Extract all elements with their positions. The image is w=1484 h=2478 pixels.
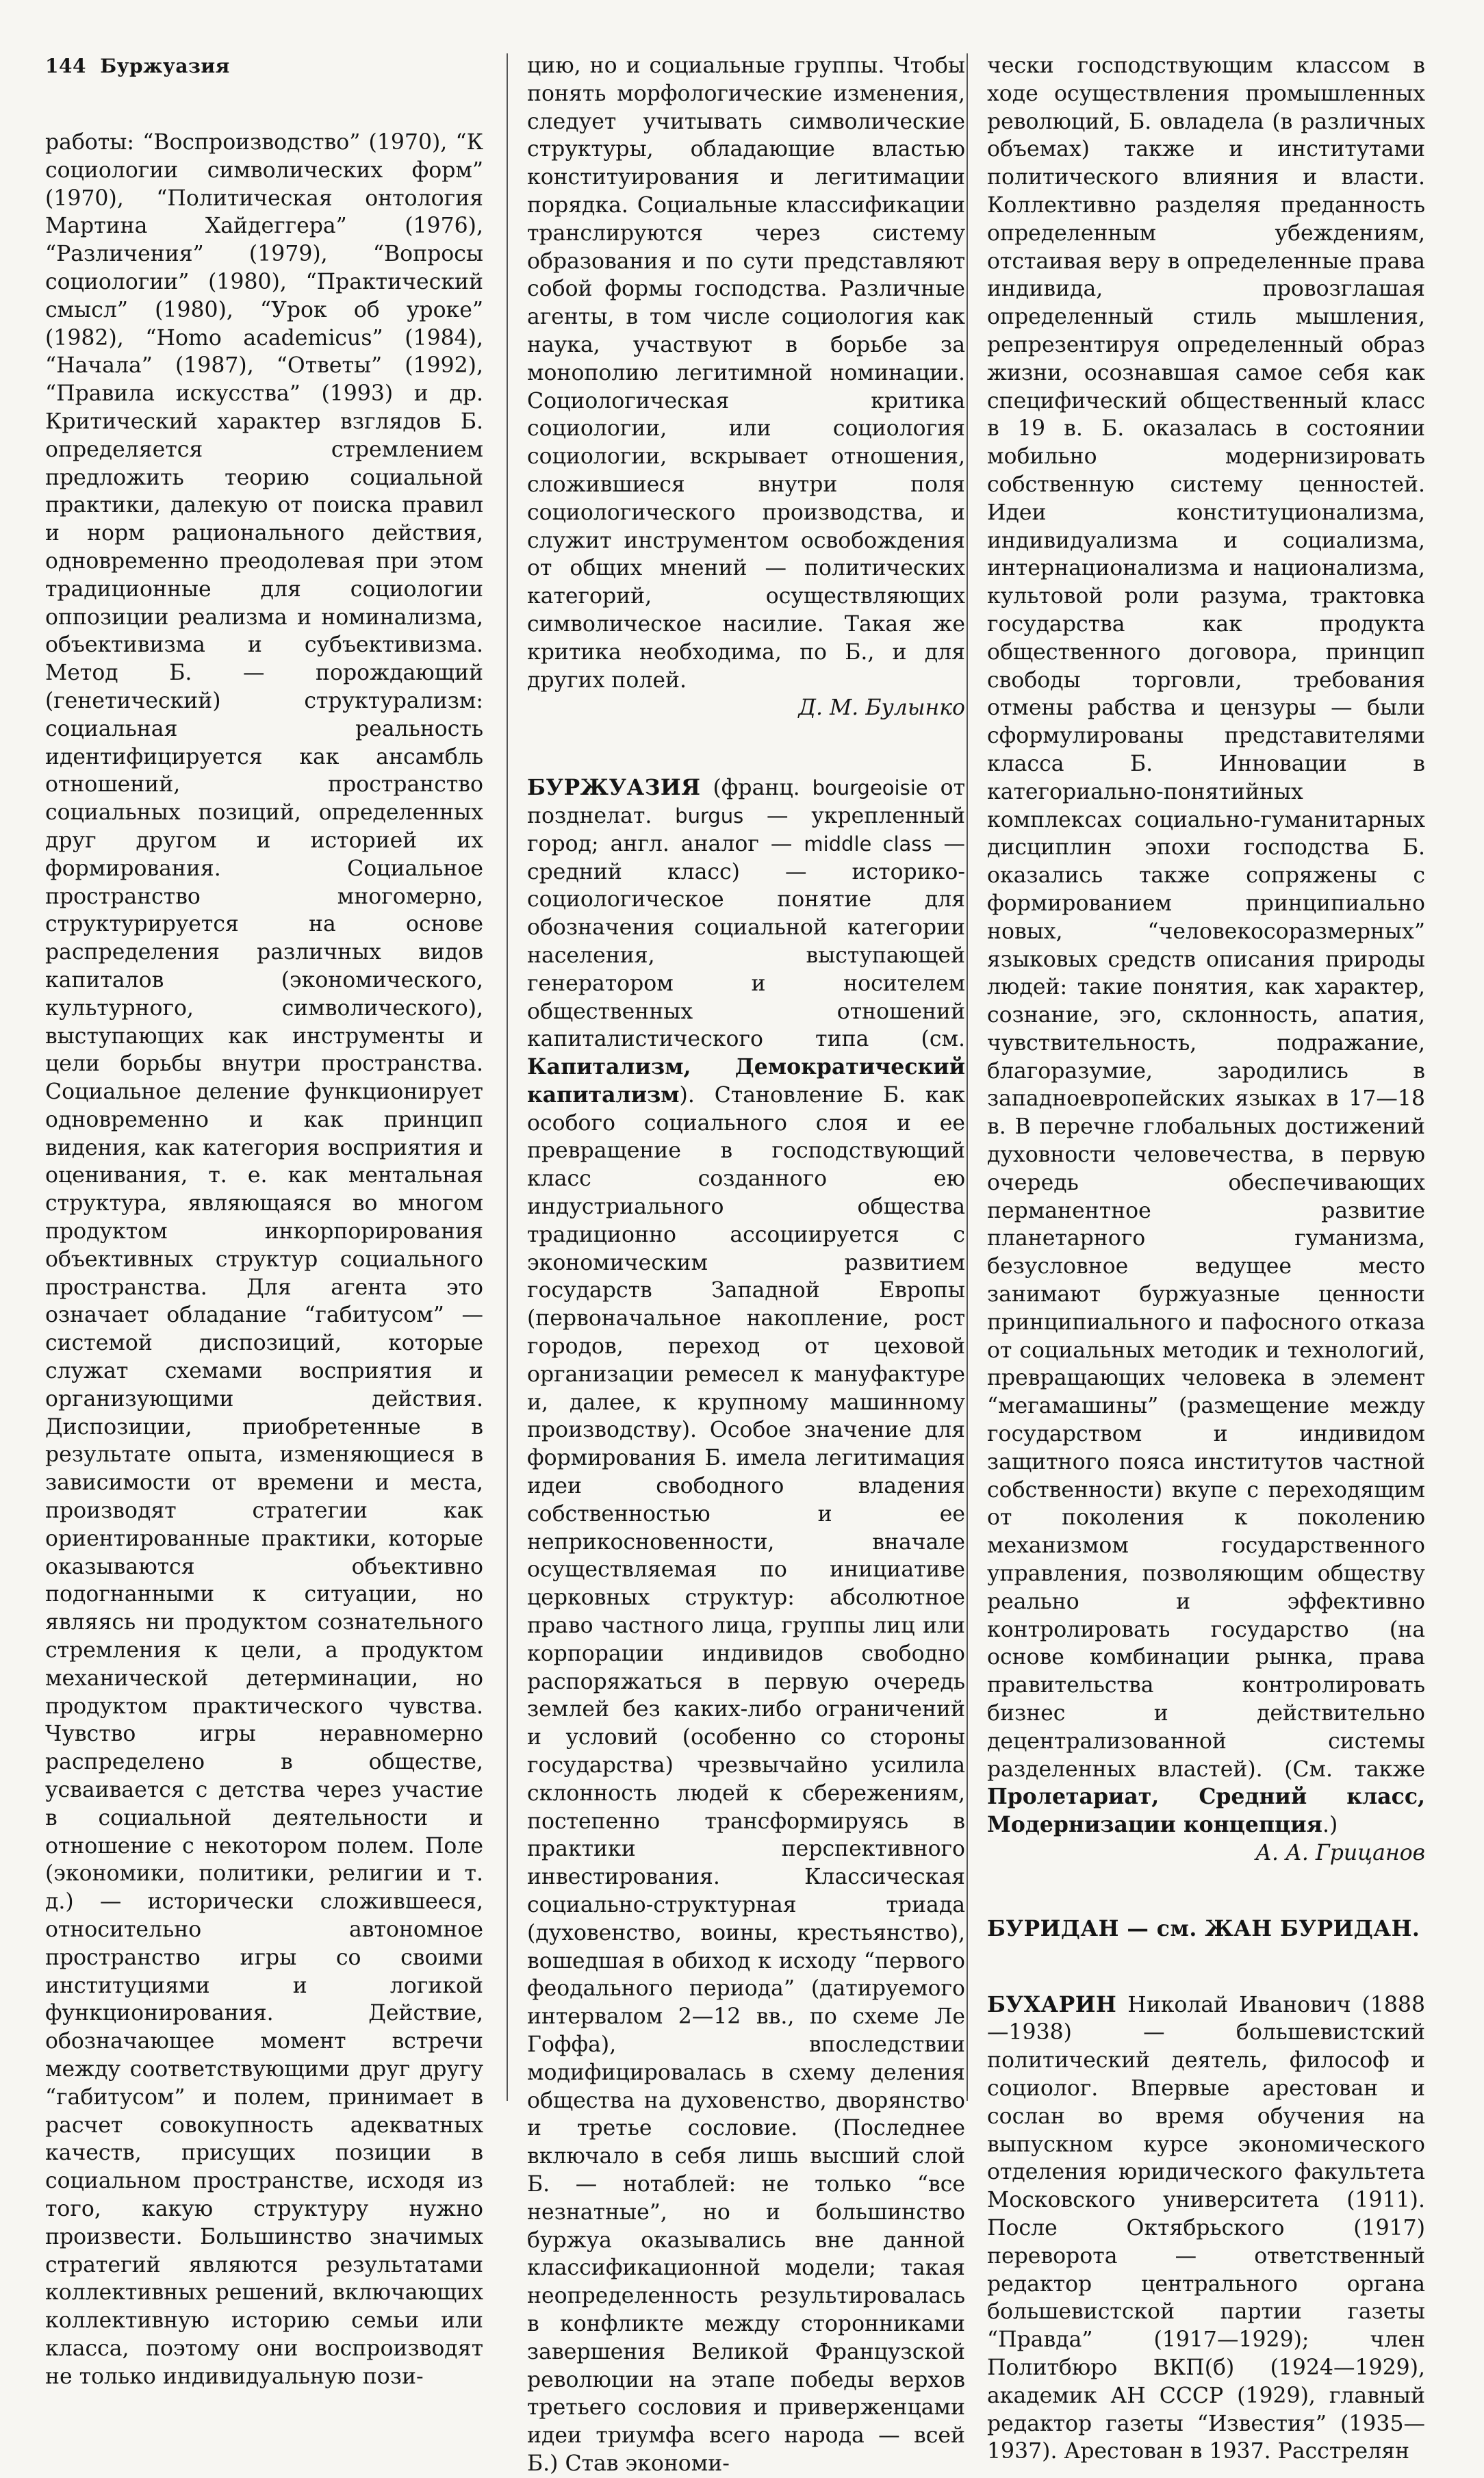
- running-head: [45, 55, 230, 77]
- entry-spacer: [987, 1943, 1425, 1991]
- author-signature: А. А. Грицанов: [1255, 1841, 1425, 1865]
- column-divider-2: [967, 53, 968, 2101]
- author-signature: Д. М. Булынко: [798, 695, 965, 721]
- entry-text: .): [1322, 1813, 1338, 1838]
- entry-spacer: [527, 722, 965, 774]
- entry-spacer: [987, 1867, 1425, 1915]
- latin-term: middle class: [804, 832, 932, 856]
- column-1: [45, 129, 483, 2391]
- entry-text: Николай Иванович (1888—1938) — большевистский политический деятель, философ и социолог. Впервые арестован и сослан во время обучения на выпускном курсе экономического отделения юридического факультета Московского университета (1911). После Октябрьского (1917) переворота — ответственный редактор центрального органа большевистской партии газеты “Правда” (1917—1929); член Политбюро ВКП(б) (1924—1929), академик АН СССР (1929), главный редактор газеты “Известия” (1935—1937). Арестован в 1937. Расстрелян: [987, 1992, 1425, 2464]
- entry-heading: БУРИДАН: [987, 1915, 1119, 1941]
- column-2: [527, 52, 965, 2478]
- entry-text: от позднелат.: [527, 776, 965, 828]
- entry-burzhuaziya: [527, 774, 965, 2478]
- entry-heading: БУРЖУАЗИЯ: [527, 775, 701, 801]
- column-divider-1: [507, 53, 508, 2101]
- entry-text: — см.: [1118, 1915, 1205, 1941]
- entry-text: чески господствующим классом в ходе осуществления промышленных революций, Б. овладела (в различных объемах) также и институтами политического влияния и власти. Коллективно разделяя преданность определенным убеждениям, отстаивая веру в определенные права индивида, провозглашая определенный стиль мышления, репрезентируя определенный образ жизни, осознавшая самое себя как специфический общественный класс в 19 в. Б. оказалась в состоянии мобильно модернизировать собственную систему ценностей. Идеи конституционализма, индивидуализма и социализма, интернационализма и национализма, культовой роли разума, трактовка государства как продукта общественного договора, принцип свободы торговли, требования отмены рабства и цензуры — были сформулированы представителями класса Б. Инновации в категориально-понятийных комплексах социально-гуманитарных дисциплин эпохи господства Б. оказались также сопряжены с формированием принципиально новых, “человекосоразмерных” языковых средств описания природы людей: такие понятия, как характер, сознание, эго, склонность, апатия, чувствительность, подражание, благоразумие, зародились в западноевропейских языках в 17—18 в. В перечне глобальных достижений духовности человечества, в первую очередь обеспечивающих перманентное развитие планетарного гуманизма, безусловное ведущее место занимают буржуазные ценности принципиального и пафосного отказа от социальных методик и технологий, превращающих человека в элемент “мегамашины” (размещение между государством и индивидом защитного пояса институтов частной собственности) вкупе с переходящим от поколения к поколению механизмом государственного управления, позволяющим обществу реально и эффективно контролировать государство (на основе комбинации рынка, права правительства контролировать бизнес и действительно децентрализованной системы разделенных властей). (См. также: [987, 53, 1425, 1782]
- latin-term: bourgeoisie: [812, 776, 928, 800]
- entry-text: (франц.: [700, 776, 813, 801]
- entry-bukharin: [987, 1991, 1425, 2466]
- entry-text: .: [1411, 1915, 1420, 1941]
- body-paragraph: [987, 52, 1425, 1839]
- entry-text: — средний класс) — историко-социологическое понятие для обозначения социальной категории населения, выступающей генератором и носителем общественных отношений капиталистического типа (см.: [527, 831, 966, 1052]
- running-title: Буржуазия: [100, 55, 230, 77]
- column-3: [987, 52, 1425, 2466]
- entry-buridan: [987, 1915, 1425, 1943]
- entry-heading: БУХАРИН: [987, 1991, 1117, 2017]
- cross-reference: Пролетариат, Средний класс, Модернизации концепция: [987, 1784, 1425, 1838]
- body-paragraph: цию, но и социальные группы. Чтобы понять морфологические изменения, следует учитывать символические структуры, обладающие властью конституирования и легитимации порядка. Социальные классификации транслируются через систему образования и по сути представляют собой формы господства. Различные агенты, в том числе социология как наука, участвуют в борьбе за монополию легитимной номинации. Социологическая критика социологии, или социология социологии, вскрывает отношения, сложившиеся внутри поля социологического производства, и служит инструментом освобождения от общих мнений — политических категорий, осуществляющих символическое насилие. Такая же критика необходима, по Б., и для других полей.: [527, 53, 965, 693]
- page-number: 144: [45, 55, 86, 77]
- latin-term: burgus: [675, 804, 744, 828]
- cross-reference: ЖАН БУРИДАН: [1205, 1915, 1412, 1941]
- entry-text: — укрепленный город; англ. аналог —: [527, 803, 965, 856]
- body-paragraph: работы: “Воспроизводство” (1970), “К социологии символических форм” (1970), “Политическая онтология Мартина Хайдеггера” (1976), “Различения” (1979), “Вопросы социологии” (1980), “Практический смысл” (1980), “Урок об уроке” (1982), “Homo academicus” (1984), “Начала” (1987), “Ответы” (1992), “Правила искусства” (1993) и др. Критический характер взглядов Б. определяется стремлением предложить теорию социальной практики, далекую от поиска правил и норм рационального действия, одновременно преодолевая при этом традиционные для социологии оппозиции реализма и номинализма, объективизма и субъективизма. Метод Б. — порождающий (генетический) структурализм: социальная реальность идентифицируется как ансамбль отношений, пространство социальных позиций, определенных друг другом и историей их формирования. Социальное пространство многомерно, структурируется на основе распределения различных видов капиталов (экономического, культурного, символического), выступающих как инструменты и цели борьбы внутри пространства. Социальное деление функционирует одновременно и как принцип видения, как категория восприятия и оценивания, т. е. как ментальная структура, являющаяся во многом продуктом инкорпорирования объективных структур социального пространства. Для агента это означает обладание “габитусом” — системой диспозиций, которые служат схемами восприятия и организующими действия. Диспозиции, приобретенные в результате опыта, изменяющиеся в зависимости от времени и места, производят стратегии как ориентированные практики, которые оказываются объективно подогнанными к ситуации, но являясь ни продуктом сознательного стремления к цели, а продуктом механической детерминации, но продуктом практического чувства. Чувство игры неравномерно распределено в обществе, усваивается с детства через участие в социальной деятельности и отношение с некотором полем. Поле (экономики, политики, религии и т. д.) — исторически сложившееся, относительно автономное пространство игры со своими институциями и логикой функционирования. Действие, обозначающее момент встречи между соответствующими друг другу “габитусом” и полем, принимает в расчет совокупность адекватных качеств, присущих позиции в социальном пространстве, исходя из того, какую структуру нужно произвести. Большинство значимых стратегий являются результатами коллективных решений, включающих коллективную историю семьи или класса, поэтому они воспроизводят не только индивидуальную пози-: [45, 130, 483, 2389]
- entry-text: ). Становление Б. как особого социального слоя и ее превращение в господствующий класс созданного ею индустриального общества традиционно ассоциируется с экономическим развитием государств Западной Европы (первоначальное накопление, рост городов, переход от цеховой организации ремесел к мануфактуре и, далее, к крупному машинному производству). Особое значение для формирования Б. имела легитимация идеи свободного владения собственностью и ее неприкосновенности, вначале осуществляемая по инициативе церковных структур: абсолютное право частного лица, группы лиц или корпорации индивидов свободно распоряжаться в первую очередь землей без каких-либо ограничений и условий (особенно со стороны государства) чрезвычайно усилила склонность людей к сбережениям, постепенно трансформируясь в практики перспективного инвестирования. Классическая социально-структурная триада (духовенство, воины, крестьянство), вошедшая в обиход к исходу “первого феодального периода” (датируемого интервалом 2—12 вв., по схеме Ле Гоффа), впоследствии модифицировалась в схему деления общества на духовенство, дворянство и третье сословие. (Последнее включало в себя лишь высший слой Б. — нотаблей: не только “все незнатные”, но и большинство буржуа оказывались вне данной классификационной модели; такая неопределенность результировалась в конфликте между сторонниками завершения Великой Французской революции на этапе победы верхов третьего сословия и приверженцами идеи триумфа всего народа — всей Б.) Став экономи-: [527, 1082, 965, 2476]
- cross-reference: Капитализм, Демократический капитализм: [527, 1054, 965, 1108]
